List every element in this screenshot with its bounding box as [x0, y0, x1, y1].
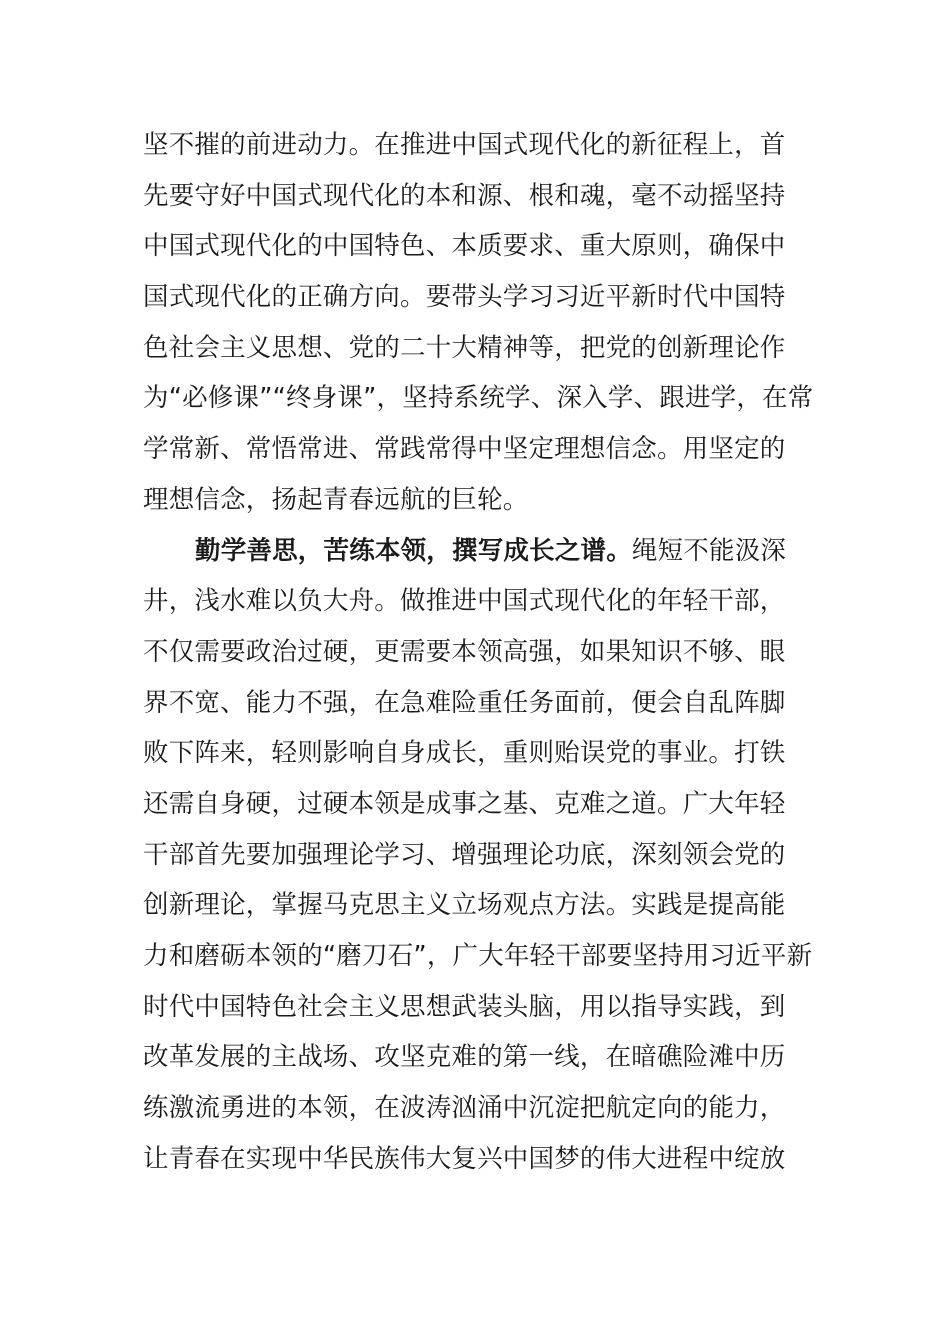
text-line: 干部首先要加强理论学习、增强理论功底，深刻领会党的	[143, 839, 786, 870]
text-line: 坚不摧的前进动力。在推进中国式现代化的新征程上，首	[143, 130, 786, 160]
text-run: 绳短不能汲深	[631, 535, 787, 566]
paragraph-1	[143, 120, 813, 526]
text-line: 败下阵来，轻则影响自身成长，重则贻误党的事业。打铁	[143, 738, 786, 769]
text-line: 创新理论，掌握马克思主义立场观点方法。实践是提高能	[143, 890, 786, 921]
text-line: 让青春在实现中华民族伟大复兴中国梦的伟大进程中绽放	[143, 1143, 786, 1174]
text-line: 时代中国特色社会主义思想武装头脑，用以指导实践，到	[143, 991, 786, 1022]
text-line: 国式现代化的正确方向。要带头学习习近平新时代中国特	[143, 282, 786, 313]
paragraph-first-line	[143, 526, 813, 577]
text-line: 为“必修课”“终身课”，坚持系统学、深入学、跟进学，在常	[143, 383, 813, 414]
text-line: 改革发展的主战场、攻坚克难的第一线，在暗礁险滩中历	[143, 1042, 786, 1073]
text-line: 中国式现代化的中国特色、本质要求、重大原则，确保中	[143, 231, 786, 262]
text-line: 理想信念，扬起青春远航的巨轮。	[143, 484, 529, 515]
text-line: 色社会主义思想、党的二十大精神等，把党的创新理论作	[143, 332, 786, 363]
paragraph-heading: 勤学善思，苦练本领，撰写成长之谱。	[195, 535, 632, 566]
text-line: 不仅需要政治过硬，更需要本领高强，如果知识不够、眼	[143, 636, 786, 667]
text-line: 力和磨砺本领的“磨刀石”，广大年轻干部要坚持用习近平新	[143, 941, 813, 971]
text-line: 练激流勇进的本领，在波涛汹涌中沉淀把航定向的能力，	[143, 1093, 786, 1124]
text-line: 学常新、常悟常进、常践常得中坚定理想信念。用坚定的	[143, 434, 786, 465]
text-line: 先要守好中国式现代化的本和源、根和魂，毫不动摇坚持	[143, 180, 786, 211]
text-line: 井，浅水难以负大舟。做推进中国式现代化的年轻干部，	[143, 586, 786, 617]
paragraph-2	[143, 526, 813, 1185]
text-line: 界不宽、能力不强，在急难险重任务面前，便会自乱阵脚	[143, 687, 786, 718]
text-line: 还需自身硬，过硬本领是成事之基、克难之道。广大年轻	[143, 788, 786, 819]
document-body	[143, 120, 813, 1184]
